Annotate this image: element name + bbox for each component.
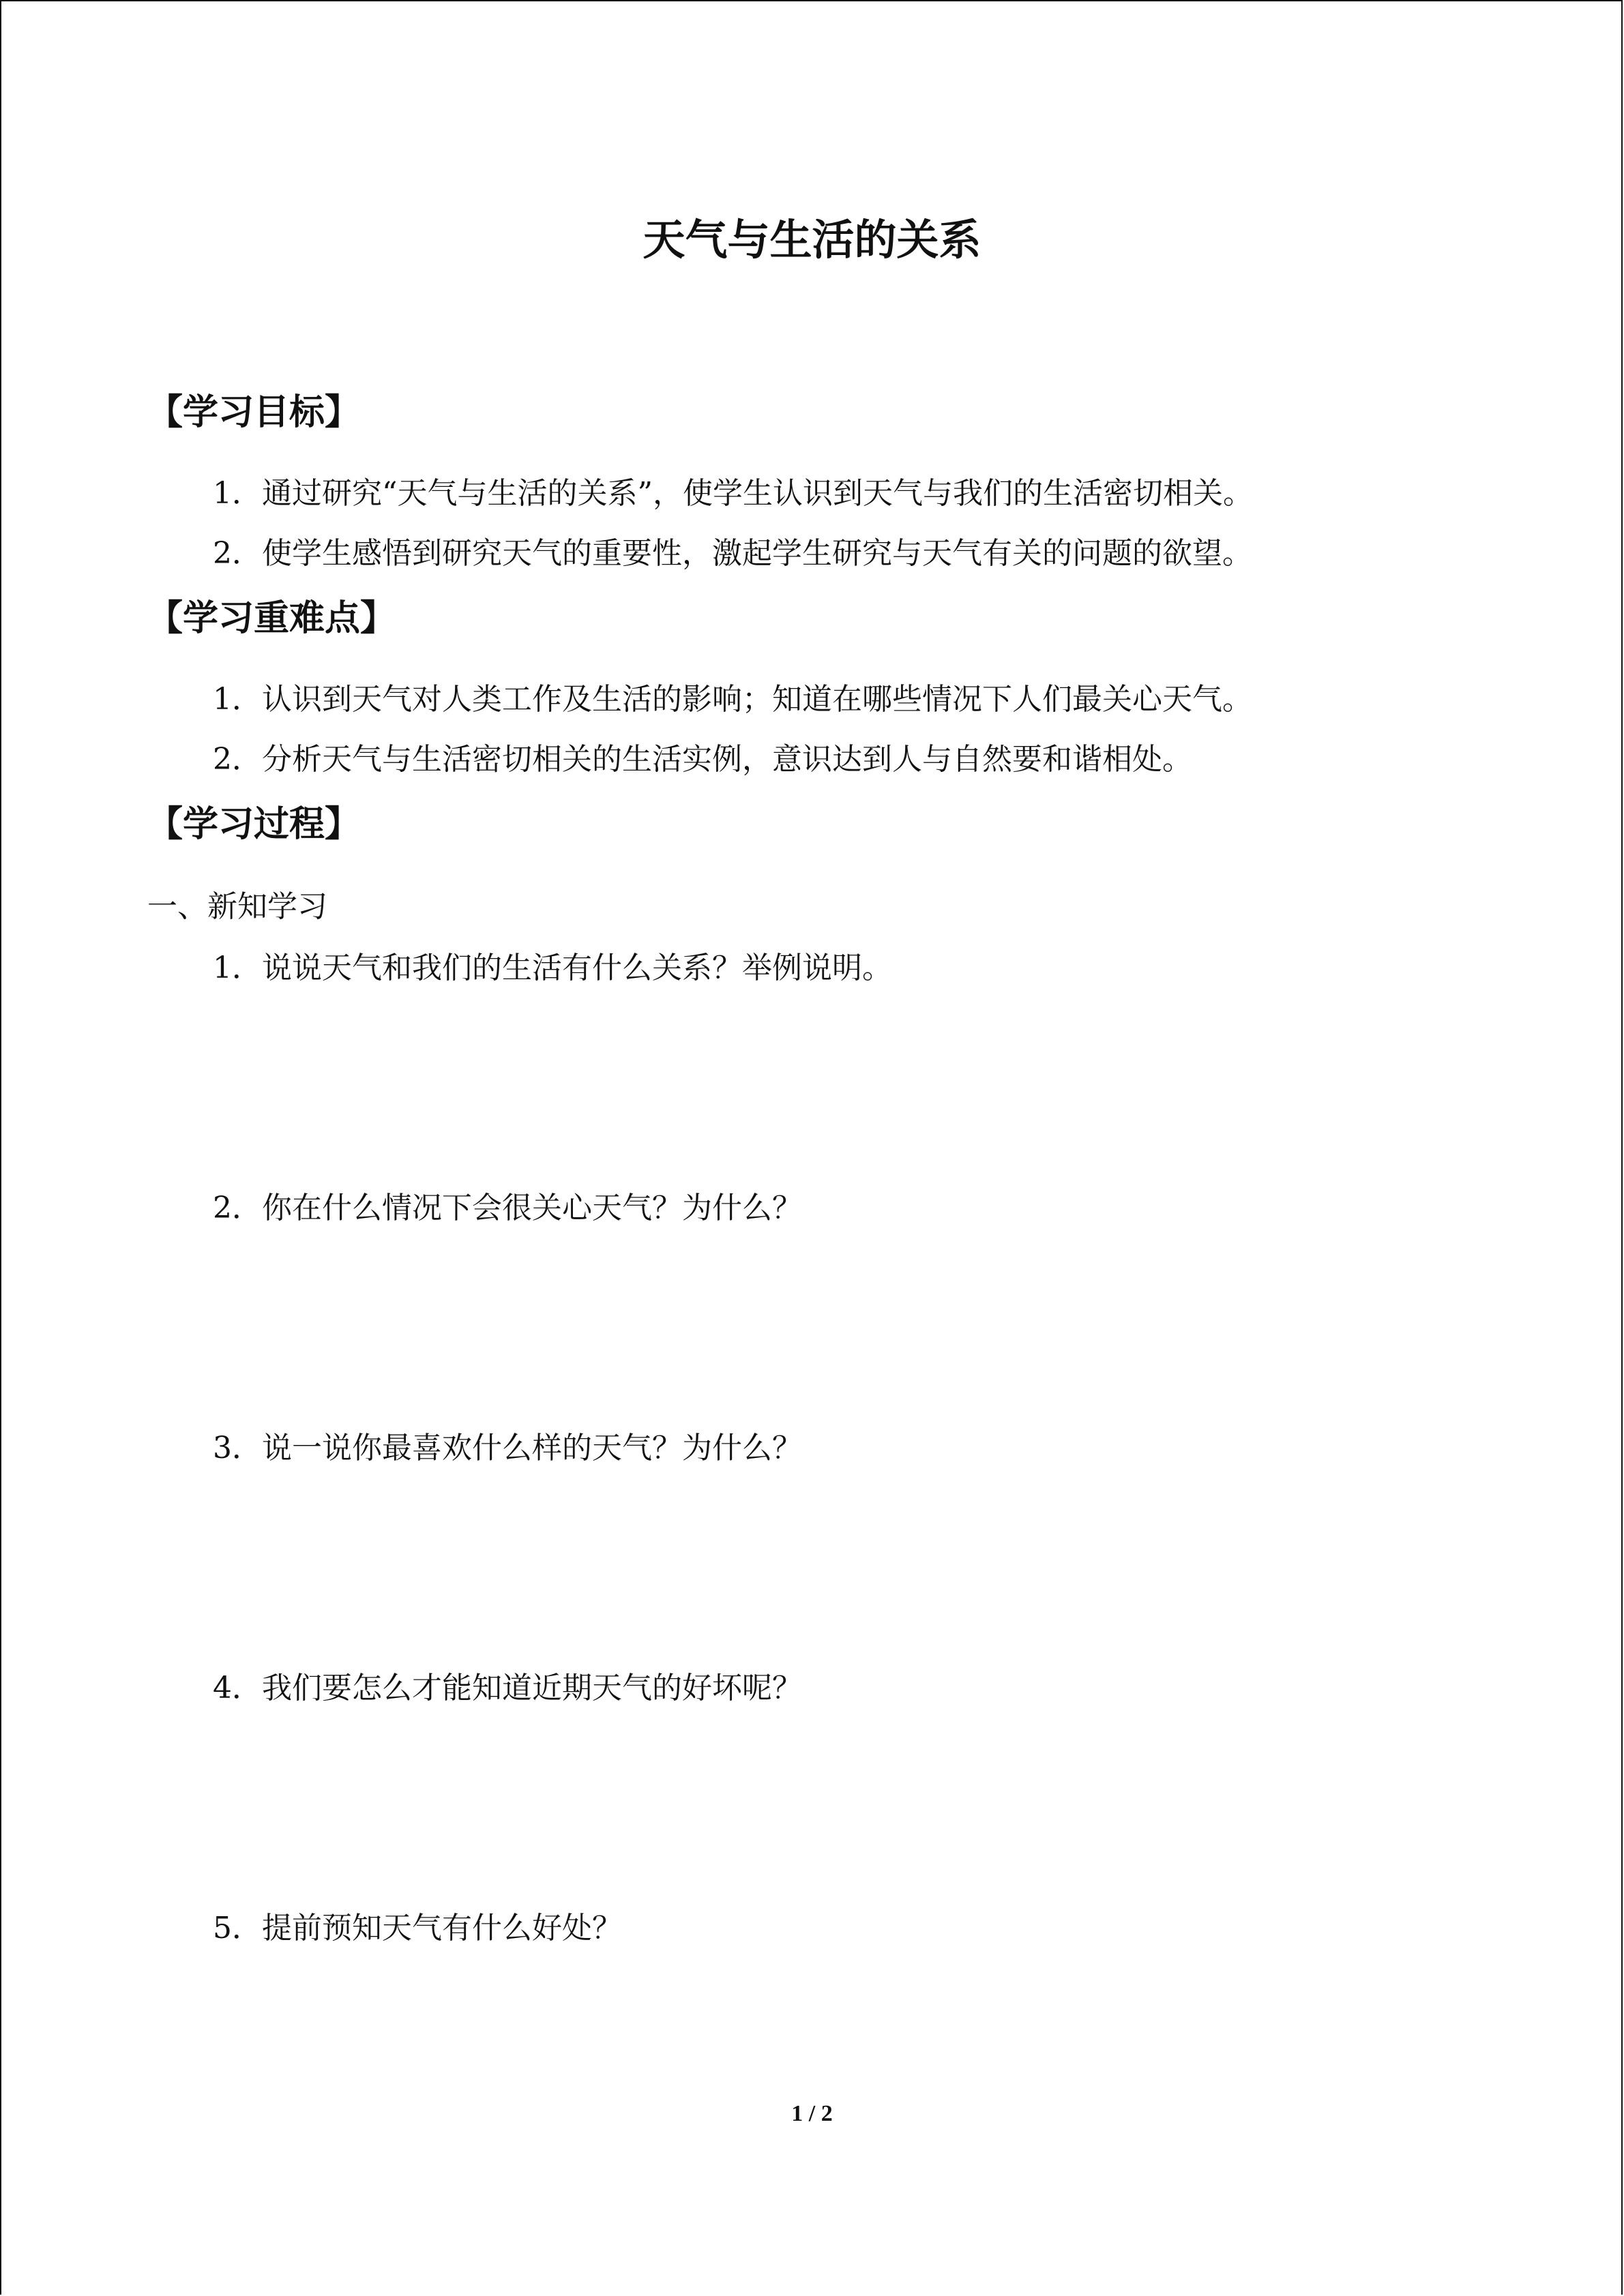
question-4: 4．我们要怎么才能知道近期天气的好坏呢？ <box>213 1671 802 1705</box>
question-5: 5．提前预知天气有什么好处？ <box>213 1911 622 1945</box>
question-2: 2．你在什么情况下会很关心天气？为什么？ <box>213 1191 802 1225</box>
key-points-heading: 【学习重难点】 <box>147 598 396 639</box>
new-knowledge-heading: 一、新知学习 <box>147 889 327 924</box>
objective-item-2: 2．使学生感悟到研究天气的重要性，激起学生研究与天气有关的问题的欲望。 <box>213 536 1252 571</box>
document-title: 天气与生活的关系 <box>643 215 981 265</box>
process-heading: 【学习过程】 <box>147 804 361 845</box>
page-number: 1 / 2 <box>791 2101 833 2126</box>
key-point-item-2: 2．分析天气与生活密切相关的生活实例，意识达到人与自然要和谐相处。 <box>213 742 1192 777</box>
key-point-item-1: 1．认识到天气对人类工作及生活的影响；知道在哪些情况下人们最关心天气。 <box>213 682 1252 717</box>
question-1: 1．说说天气和我们的生活有什么关系？举例说明。 <box>213 951 892 985</box>
objectives-heading: 【学习目标】 <box>147 392 361 433</box>
question-3: 3．说一说你最喜欢什么样的天气？为什么？ <box>213 1431 802 1465</box>
objective-item-1: 1．通过研究“天气与生活的关系”，使学生认识到天气与我们的生活密切相关。 <box>213 476 1253 511</box>
